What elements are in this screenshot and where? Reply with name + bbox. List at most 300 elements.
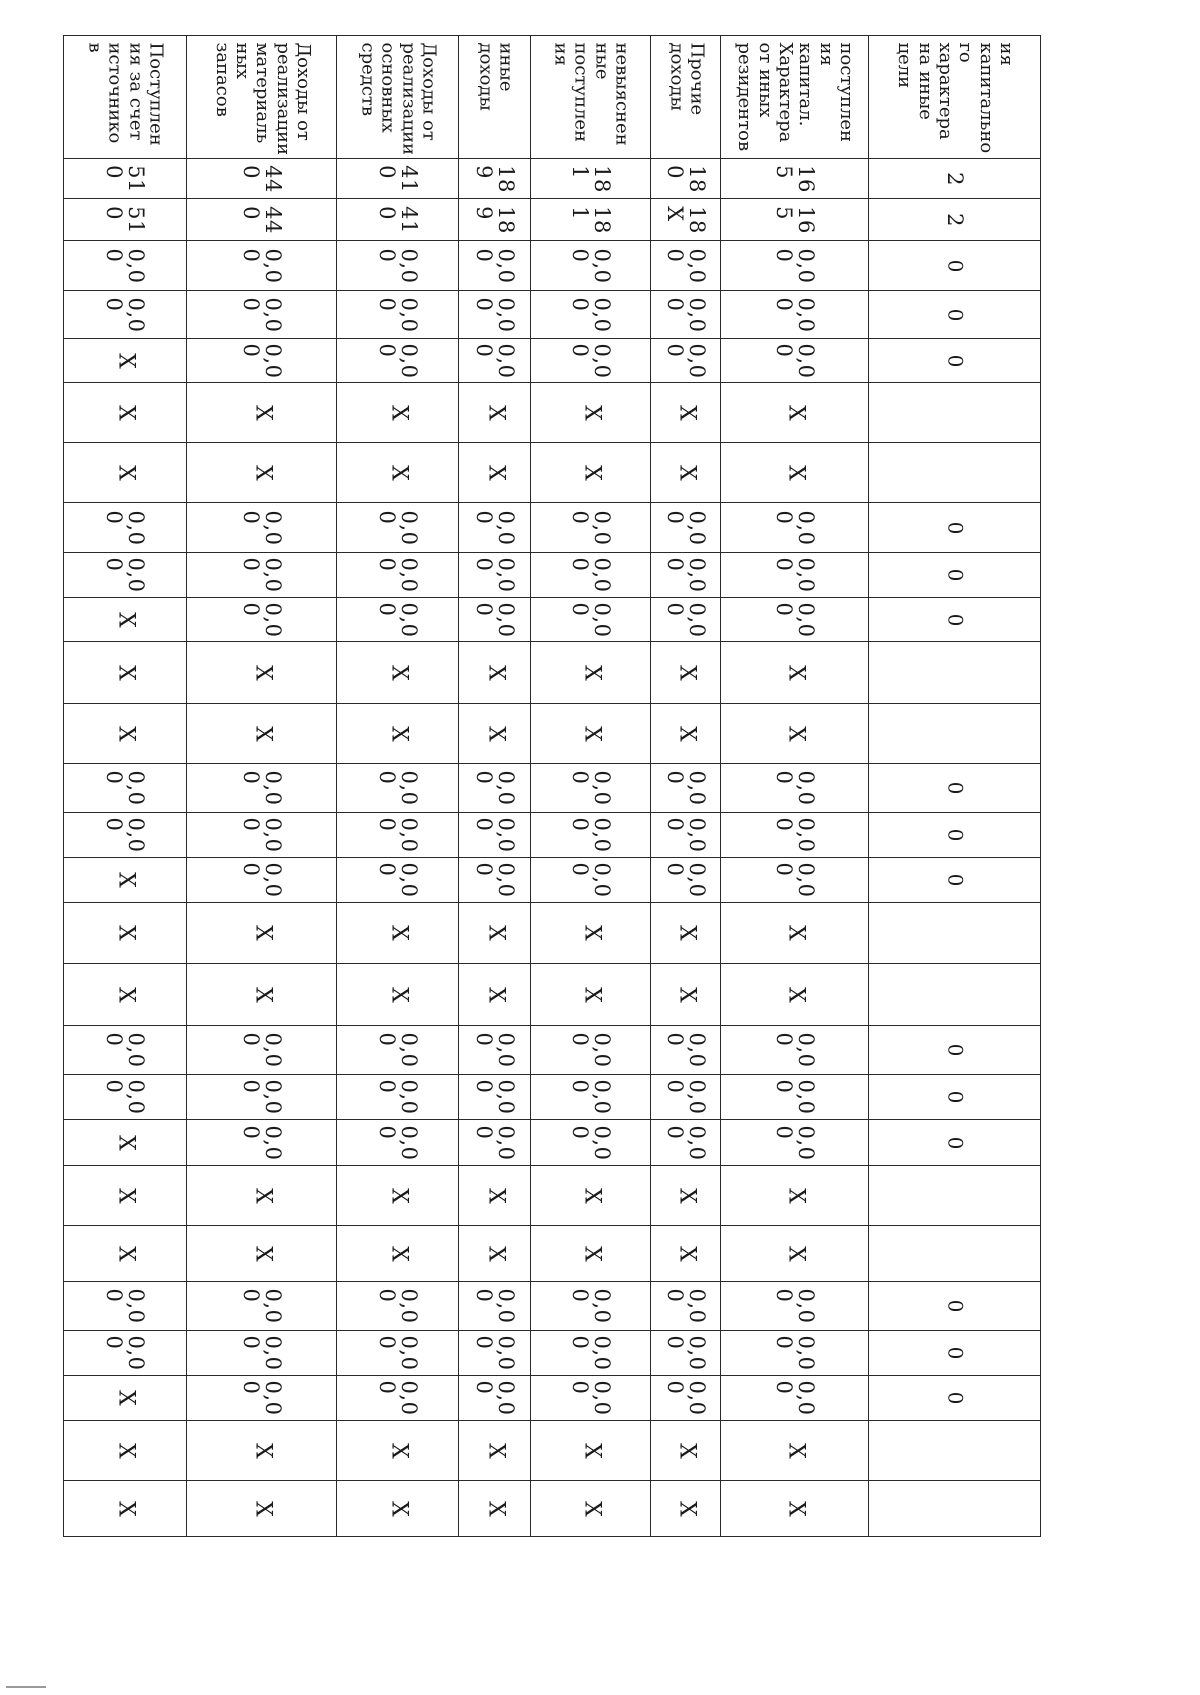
cell-value: 18 1 [567, 205, 614, 234]
cell-value: X [673, 925, 699, 941]
cell-value: 0 [942, 259, 967, 272]
cell-value: X [782, 1187, 808, 1204]
cell-value: X [673, 1500, 699, 1517]
table-cell [63, 502, 187, 553]
cell-value: 0,0 0 [374, 862, 421, 898]
cell-value: 0 [942, 613, 967, 626]
table-cell [63, 641, 187, 704]
table-cell [868, 703, 1041, 764]
table-cell [63, 158, 187, 199]
table-cell [650, 290, 721, 339]
cell-value: X [385, 464, 411, 481]
cell-value: 0,0 0 [471, 510, 518, 545]
cell-value: X [113, 664, 139, 681]
row-header-cell [458, 35, 531, 159]
row-header-cell [868, 35, 1041, 159]
cell-value: 18 0 [662, 164, 709, 193]
table-cell [650, 963, 721, 1026]
table-cell [336, 1281, 459, 1331]
cell-value: 0,0 0 [471, 1079, 518, 1115]
table-cell [650, 1165, 721, 1226]
table-cell [650, 857, 721, 903]
table-cell [720, 240, 869, 291]
cell-value: 0,0 0 [102, 770, 149, 806]
cell-value: 0,0 0 [567, 1288, 614, 1324]
cell-value: 0,0 0 [662, 1335, 709, 1371]
table-cell [458, 1225, 531, 1282]
table-cell [530, 158, 651, 199]
cell-value: 0 [942, 781, 967, 795]
cell-value: 0,0 0 [567, 862, 614, 898]
table-cell [458, 1119, 531, 1166]
table-cell [530, 1119, 651, 1166]
table-cell [186, 382, 337, 443]
cell-value: 0,0 0 [102, 510, 149, 545]
table-cell [868, 290, 1041, 339]
table-cell [720, 1420, 869, 1481]
table-cell [458, 1025, 531, 1075]
cell-value: 0,0 0 [238, 770, 285, 806]
cell-value: X [249, 1500, 275, 1517]
cell-value: 0 [942, 308, 967, 321]
table-cell [720, 552, 869, 598]
table-cell [186, 902, 337, 964]
cell-value: 0,0 0 [662, 602, 709, 637]
cell-value: 0,0 0 [238, 1380, 285, 1416]
cell-value: 0 [942, 354, 967, 367]
cell-value: 0,0 0 [662, 817, 709, 853]
cell-value: 0,0 0 [567, 1079, 614, 1115]
cell-value: 0,0 0 [662, 510, 709, 545]
row-header-cell [186, 35, 337, 159]
table-cell [720, 812, 869, 858]
cell-value: 0 [942, 873, 967, 887]
cell-value: 0,0 0 [471, 1125, 518, 1160]
cell-value: 41 0 [374, 164, 421, 193]
cell-value: X [578, 464, 604, 481]
cell-value: 0,0 0 [374, 557, 421, 593]
table-cell [63, 1165, 187, 1226]
table-cell [186, 502, 337, 553]
cell-value: 0,0 0 [102, 1032, 149, 1068]
cell-value: 0,0 0 [771, 1125, 818, 1160]
cell-value: 0 [942, 1043, 967, 1057]
table-cell [868, 1480, 1041, 1537]
cell-value: 0,0 0 [471, 817, 518, 853]
table-cell [720, 1074, 869, 1120]
cell-value: X [385, 404, 411, 421]
cell-value: 0,0 0 [771, 557, 818, 593]
cell-value: X [482, 404, 508, 421]
table-cell [336, 902, 459, 964]
table-cell [336, 1480, 459, 1537]
cell-value: 0 [942, 1299, 967, 1313]
cell-value: X [385, 1245, 411, 1262]
cell-value: 0,0 0 [102, 1288, 149, 1324]
cell-value: 0,0 0 [567, 510, 614, 545]
cell-value: 51 0 [102, 164, 149, 193]
table-cell [650, 1281, 721, 1331]
table-cell [458, 158, 531, 199]
table-cell [530, 442, 651, 503]
cell-value: 0,0 0 [662, 343, 709, 378]
table-cell [458, 597, 531, 642]
table-cell [458, 198, 531, 241]
table-cell [530, 1281, 651, 1331]
table-cell [530, 902, 651, 964]
table-cell [63, 597, 187, 642]
row-header-text: Доходы от реализации материаль ных запасов [211, 42, 314, 155]
table-cell [186, 1480, 337, 1537]
table-cell [650, 382, 721, 443]
table-cell [868, 812, 1041, 858]
cell-value: 0,0 0 [471, 1335, 518, 1371]
table-cell [720, 641, 869, 704]
row-header-text: ия капитально го характера на иные цели [893, 42, 1017, 154]
cell-value: 18 X [662, 205, 709, 234]
table-cell [720, 1480, 869, 1537]
cell-value: 0,0 0 [374, 1032, 421, 1068]
cell-value: X [673, 1187, 699, 1204]
cell-value: X [249, 1187, 275, 1204]
cell-value: X [782, 725, 808, 742]
table-cell [458, 382, 531, 443]
cell-value: X [113, 1187, 139, 1204]
table-cell [63, 290, 187, 339]
table-cell [186, 1119, 337, 1166]
table-cell [186, 1225, 337, 1282]
cell-value: 0,0 0 [771, 343, 818, 378]
table-cell [720, 963, 869, 1026]
table-cell [868, 641, 1041, 704]
table-cell [650, 703, 721, 764]
table-cell [868, 552, 1041, 598]
table-cell [186, 1025, 337, 1075]
table-cell [868, 1281, 1041, 1331]
cell-value: X [113, 611, 139, 628]
cell-value: 0,0 0 [567, 557, 614, 593]
table-cell [336, 552, 459, 598]
table-cell [458, 857, 531, 903]
table-cell [336, 963, 459, 1026]
table-cell [720, 597, 869, 642]
cell-value: X [578, 986, 604, 1003]
cell-value: 0,0 0 [567, 602, 614, 637]
scan-edge-mark [6, 1686, 46, 1688]
cell-value: X [782, 925, 808, 941]
cell-value: 18 9 [471, 164, 518, 193]
cell-value: 0,0 0 [238, 557, 285, 593]
table-cell [63, 902, 187, 964]
cell-value: X [385, 725, 411, 742]
cell-value: X [782, 664, 808, 681]
cell-value: 0,0 0 [102, 297, 149, 332]
cell-value: X [249, 464, 275, 481]
table-cell [186, 442, 337, 503]
table-cell [720, 158, 869, 199]
cell-value: X [578, 1442, 604, 1459]
cell-value: 0,0 0 [771, 602, 818, 637]
cell-value: 0,0 0 [238, 1125, 285, 1160]
table-cell [868, 1225, 1041, 1282]
cell-value: 16 5 [771, 205, 818, 234]
cell-value: X [782, 986, 808, 1003]
table-cell [650, 1025, 721, 1075]
table-cell [458, 502, 531, 553]
table-cell [650, 158, 721, 199]
cell-value: 0,0 0 [374, 1380, 421, 1416]
cell-value: 0,0 0 [471, 297, 518, 332]
table-cell [336, 812, 459, 858]
table-cell [868, 857, 1041, 903]
cell-value: X [782, 1442, 808, 1459]
table-cell [868, 1420, 1041, 1481]
table-cell [720, 1165, 869, 1226]
cell-value: X [482, 1442, 508, 1459]
cell-value: 0,0 0 [771, 1032, 818, 1068]
cell-value: 0,0 0 [238, 510, 285, 545]
table-cell [458, 1480, 531, 1537]
table-cell [530, 1165, 651, 1226]
table-cell [458, 703, 531, 764]
table-cell [186, 552, 337, 598]
cell-value: X [113, 925, 139, 941]
table-cell [186, 1375, 337, 1421]
cell-value: 0,0 0 [238, 248, 285, 283]
table-cell [186, 158, 337, 199]
cell-value: 0 [942, 568, 967, 582]
cell-value: 2 [942, 171, 967, 186]
table-cell [530, 597, 651, 642]
table-cell [530, 1480, 651, 1537]
cell-value: X [113, 872, 139, 888]
cell-value: X [482, 1500, 508, 1517]
cell-value: 0,0 0 [238, 1079, 285, 1115]
table-cell [720, 502, 869, 553]
table-cell [336, 641, 459, 704]
cell-value: 0,0 0 [374, 248, 421, 283]
cell-value: 0,0 0 [771, 1380, 818, 1416]
table-cell [336, 597, 459, 642]
cell-value: X [482, 1187, 508, 1204]
table-cell [458, 812, 531, 858]
cell-value: 0,0 0 [471, 557, 518, 593]
table-cell [650, 763, 721, 813]
cell-value: X [578, 1245, 604, 1262]
row-header-cell [650, 35, 721, 159]
table-cell [63, 1025, 187, 1075]
cell-value: 2 [942, 212, 967, 227]
cell-value: X [578, 1500, 604, 1517]
table-cell [336, 442, 459, 503]
table-cell [336, 338, 459, 383]
table-cell [720, 1375, 869, 1421]
cell-value: 0,0 0 [771, 862, 818, 898]
table-cell [650, 902, 721, 964]
cell-value: 0,0 0 [662, 862, 709, 898]
cell-value: X [482, 986, 508, 1003]
table-cell [336, 1025, 459, 1075]
table-cell [63, 1330, 187, 1376]
table-cell [458, 1281, 531, 1331]
table-cell [720, 763, 869, 813]
cell-value: 0,0 0 [102, 817, 149, 853]
table-cell [63, 1225, 187, 1282]
cell-value: 0,0 0 [567, 1335, 614, 1371]
table-cell [63, 382, 187, 443]
cell-value: 0,0 0 [567, 1125, 614, 1160]
table-cell [63, 1119, 187, 1166]
cell-value: X [578, 404, 604, 421]
cell-value: 0,0 0 [238, 343, 285, 378]
table-cell [186, 1281, 337, 1331]
table-cell [530, 290, 651, 339]
table-cell [458, 1165, 531, 1226]
table-cell [530, 552, 651, 598]
table-cell [186, 597, 337, 642]
table-cell [458, 1375, 531, 1421]
cell-value: X [113, 1245, 139, 1262]
cell-value: X [578, 925, 604, 941]
cell-value: 0,0 0 [567, 297, 614, 332]
cell-value: 0,0 0 [374, 1288, 421, 1324]
table-cell [530, 857, 651, 903]
table-cell [868, 963, 1041, 1026]
table-cell [530, 1074, 651, 1120]
table-cell [720, 1225, 869, 1282]
cell-value: 0,0 0 [471, 1380, 518, 1416]
cell-value: X [673, 664, 699, 681]
cell-value: 0,0 0 [374, 770, 421, 806]
table-cell [868, 1025, 1041, 1075]
table-cell [186, 338, 337, 383]
table-cell [336, 1074, 459, 1120]
cell-value: X [782, 464, 808, 481]
table-cell [720, 902, 869, 964]
table-cell [458, 963, 531, 1026]
table-cell [530, 382, 651, 443]
cell-value: X [385, 925, 411, 941]
table-cell [186, 641, 337, 704]
table-cell [530, 703, 651, 764]
cell-value: 0,0 0 [662, 1079, 709, 1115]
cell-value: X [113, 1134, 139, 1151]
table-cell [868, 763, 1041, 813]
table-cell [868, 1330, 1041, 1376]
table-cell [63, 857, 187, 903]
cell-value: X [482, 664, 508, 681]
cell-value: 0,0 0 [374, 510, 421, 545]
row-header-cell [63, 35, 187, 159]
table-cell [336, 1375, 459, 1421]
cell-value: X [113, 1500, 139, 1517]
row-header-text: Доходы от реализации основных средств [357, 42, 440, 155]
table-cell [650, 1074, 721, 1120]
row-header-text: поступлен ия капитал. Характера от иных резидентов [733, 42, 857, 152]
cell-value: X [673, 1442, 699, 1459]
cell-value: X [249, 664, 275, 681]
table-cell [530, 1225, 651, 1282]
table-cell [186, 240, 337, 291]
table-cell [530, 1375, 651, 1421]
cell-value: X [673, 986, 699, 1003]
cell-value: 0,0 0 [771, 297, 818, 332]
cell-value: 0,0 0 [771, 1079, 818, 1115]
cell-value: 0,0 0 [771, 1335, 818, 1371]
cell-value: X [249, 1442, 275, 1459]
table-cell [186, 963, 337, 1026]
cell-value: X [673, 1245, 699, 1262]
cell-value: 0,0 0 [771, 770, 818, 806]
cell-value: X [385, 1442, 411, 1459]
cell-value: X [385, 664, 411, 681]
table-cell [720, 1281, 869, 1331]
table-cell [186, 1420, 337, 1481]
table-cell [720, 857, 869, 903]
cell-value: 0,0 0 [238, 602, 285, 637]
table-cell [63, 703, 187, 764]
cell-value: X [385, 1500, 411, 1517]
table-cell [530, 198, 651, 241]
table-cell [63, 198, 187, 241]
table-cell [868, 158, 1041, 199]
table-cell [458, 442, 531, 503]
table-cell [63, 338, 187, 383]
cell-value: X [249, 725, 275, 742]
table-cell [868, 198, 1041, 241]
cell-value: X [249, 1245, 275, 1262]
cell-value: 44 0 [238, 205, 285, 234]
cell-value: 0,0 0 [662, 1288, 709, 1324]
cell-value: 0 [942, 1090, 967, 1104]
table-cell [186, 763, 337, 813]
cell-value: 0,0 0 [771, 1288, 818, 1324]
cell-value: 0,0 0 [238, 862, 285, 898]
table-cell [868, 240, 1041, 291]
cell-value: 18 1 [567, 164, 614, 193]
table-cell [336, 502, 459, 553]
cell-value: X [482, 464, 508, 481]
cell-value: 0,0 0 [102, 1079, 149, 1115]
table-cell [63, 1074, 187, 1120]
cell-value: X [673, 725, 699, 742]
table-cell [186, 1074, 337, 1120]
table-cell [458, 763, 531, 813]
table-cell [720, 198, 869, 241]
cell-value: 0,0 0 [374, 297, 421, 332]
cell-value: 0 [942, 521, 967, 534]
table-cell [336, 198, 459, 241]
cell-value: X [578, 1187, 604, 1204]
cell-value: 0,0 0 [662, 557, 709, 593]
table-cell [650, 597, 721, 642]
cell-value: X [113, 1442, 139, 1459]
table-cell [63, 442, 187, 503]
table-cell [650, 1330, 721, 1376]
cell-value: 0,0 0 [662, 297, 709, 332]
cell-value: 51 0 [102, 205, 149, 234]
table-cell [868, 338, 1041, 383]
table-cell [868, 597, 1041, 642]
cell-value: X [482, 925, 508, 941]
table-cell [458, 1330, 531, 1376]
cell-value: X [113, 464, 139, 481]
table-cell [336, 240, 459, 291]
table-cell [63, 240, 187, 291]
cell-value: X [578, 725, 604, 742]
cell-value: X [249, 404, 275, 421]
table-cell [650, 240, 721, 291]
